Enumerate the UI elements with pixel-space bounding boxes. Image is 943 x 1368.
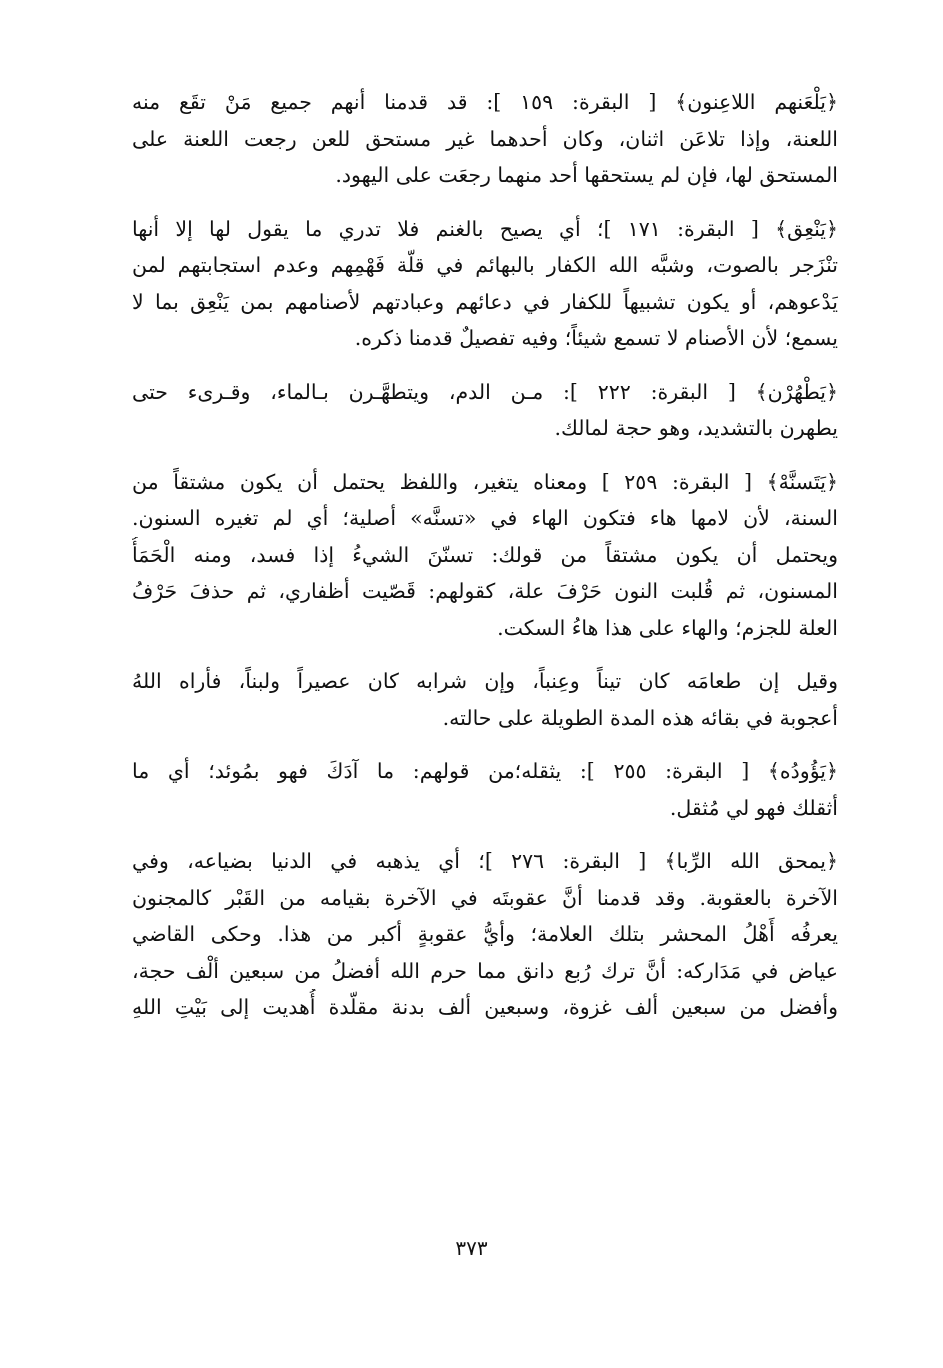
text-line: يطهرن بالتشديد، وهو حجة لمالك. bbox=[554, 416, 838, 440]
paragraph-yamhaq bbox=[132, 843, 838, 1026]
text-line: ﴿يَتَسنَّهْ﴾ [ البقرة: ٢٥٩ ] ومعناه يتغير، واللفظ يحتمل أن يكون مشتقاً من bbox=[132, 469, 838, 494]
text-line: المستحق لها، فإن لم يستحقها أحد منهما رجعَت على اليهود. bbox=[335, 163, 838, 187]
text-line: ﴿يَطْهُرْن﴾ [ البقرة: ٢٢٢ ]: مـن الدم، ويتطهَّـرن بـالماء، وقـرىء حتى bbox=[132, 379, 838, 404]
paragraph-yauduh bbox=[132, 753, 838, 826]
text-line: أعجوبة في بقائه هذه المدة الطويلة على حالته. bbox=[442, 705, 838, 730]
text-line: يعرفُه أَهْلُ المحشر بتلك العلامة؛ وأيُّ عقوبةٍ أكبر من هذا. وحكى القاضي bbox=[132, 922, 838, 946]
text-line: وأفضل من سبعين ألف غزوة، وسبعين ألف بدنة مقلّدة أُهديت إلى بَيْتِ اللهِ bbox=[132, 995, 838, 1019]
text-line: تنْزَجر بالصوت، وشبَّه الله الكفار بالبهائم في قلّة فَهْمِهم وعدم استجابتهم لمن bbox=[132, 253, 838, 277]
paragraph-qila bbox=[132, 663, 838, 736]
text-line: المسنون، ثم قُلبت النون حَرْفَ علة، كقولهم: قَصّيت أظفاري، ثم حذفَ حَرْفُ bbox=[132, 579, 838, 603]
text-line: ﴿يَؤُودُه﴾ [ البقرة: ٢٥٥ ]: يثقله؛من قولهم: ما آدَكَ فهو بمُوئد؛ أي ما bbox=[132, 759, 838, 783]
text-line: يسمع؛ لأن الأصنام لا تسمع شيئاً؛ وفيه تفصيلٌ قدمنا ذكره. bbox=[354, 326, 838, 350]
text-line: ﴿يَنْعِق﴾ [ البقرة: ١٧١ ]؛ أي يصيح بالغنم فلا تدري ما يقول لها إلا أنها bbox=[132, 216, 838, 241]
page-number: ٣٧٣ bbox=[455, 1236, 488, 1260]
paragraph-yathurn bbox=[132, 374, 838, 447]
text-line: وقيل إن طعامَه كان تيناً وعِنباً، وإن شرابه كان عصيراً ولبناً، فأراه اللهُ bbox=[132, 669, 838, 693]
text-line: العلة للجزم؛ والهاء على هذا هاءُ السكت. bbox=[497, 615, 838, 640]
paragraph-yanaq bbox=[132, 211, 838, 357]
text-line: عياض في مَدَاركه: أنَّ ترك رُبع دانق مما حرم الله أفضلُ من سبعين ألْف حجة، bbox=[132, 958, 838, 983]
text-line: أثقلك فهو لي مُثقل. bbox=[669, 795, 838, 820]
page-body bbox=[132, 84, 838, 1043]
text-line: يَدْعوهم، أو يكون تشبيهاً للكفار في دعائهم وعبادتهم لأصنامهم بمن يَنْعِق بما لا bbox=[132, 289, 838, 314]
text-line: اللعنة، وإذا تلاعَن اثنان، وكان أحدهما غير مستحق للعن رجعت اللعنة على bbox=[132, 126, 838, 151]
text-line: السنة، لأن لامها هاء فتكون الهاء في «تسنَّه» أصلية؛ أي لم تغيره السنون. bbox=[132, 506, 838, 530]
paragraph-yalanahum bbox=[132, 84, 838, 194]
paragraph-yatasannah bbox=[132, 464, 838, 647]
text-line: الآخرة بالعقوبة. وقد قدمنا أنَّ عقوبتَه في الآخرة بقيامه من القَبْر كالمجنون bbox=[132, 885, 838, 910]
text-line: ﴿يَلْعَنهم اللاعِنون﴾ [ البقرة: ١٥٩ ]: قد قدمنا أنهم جميع مَنْ تقَع منه bbox=[132, 90, 838, 114]
text-line: ويحتمل أن يكون مشتقاً من قولك: تسنّنَ الشيءُ إذا فسد، ومنه الْحَمَأُ bbox=[132, 542, 838, 567]
text-line: ﴿يمحق الله الرِّبا﴾ [ البقرة: ٢٧٦ ]؛ أي يذهبه في الدنيا بضياعه، وفي bbox=[132, 849, 838, 873]
